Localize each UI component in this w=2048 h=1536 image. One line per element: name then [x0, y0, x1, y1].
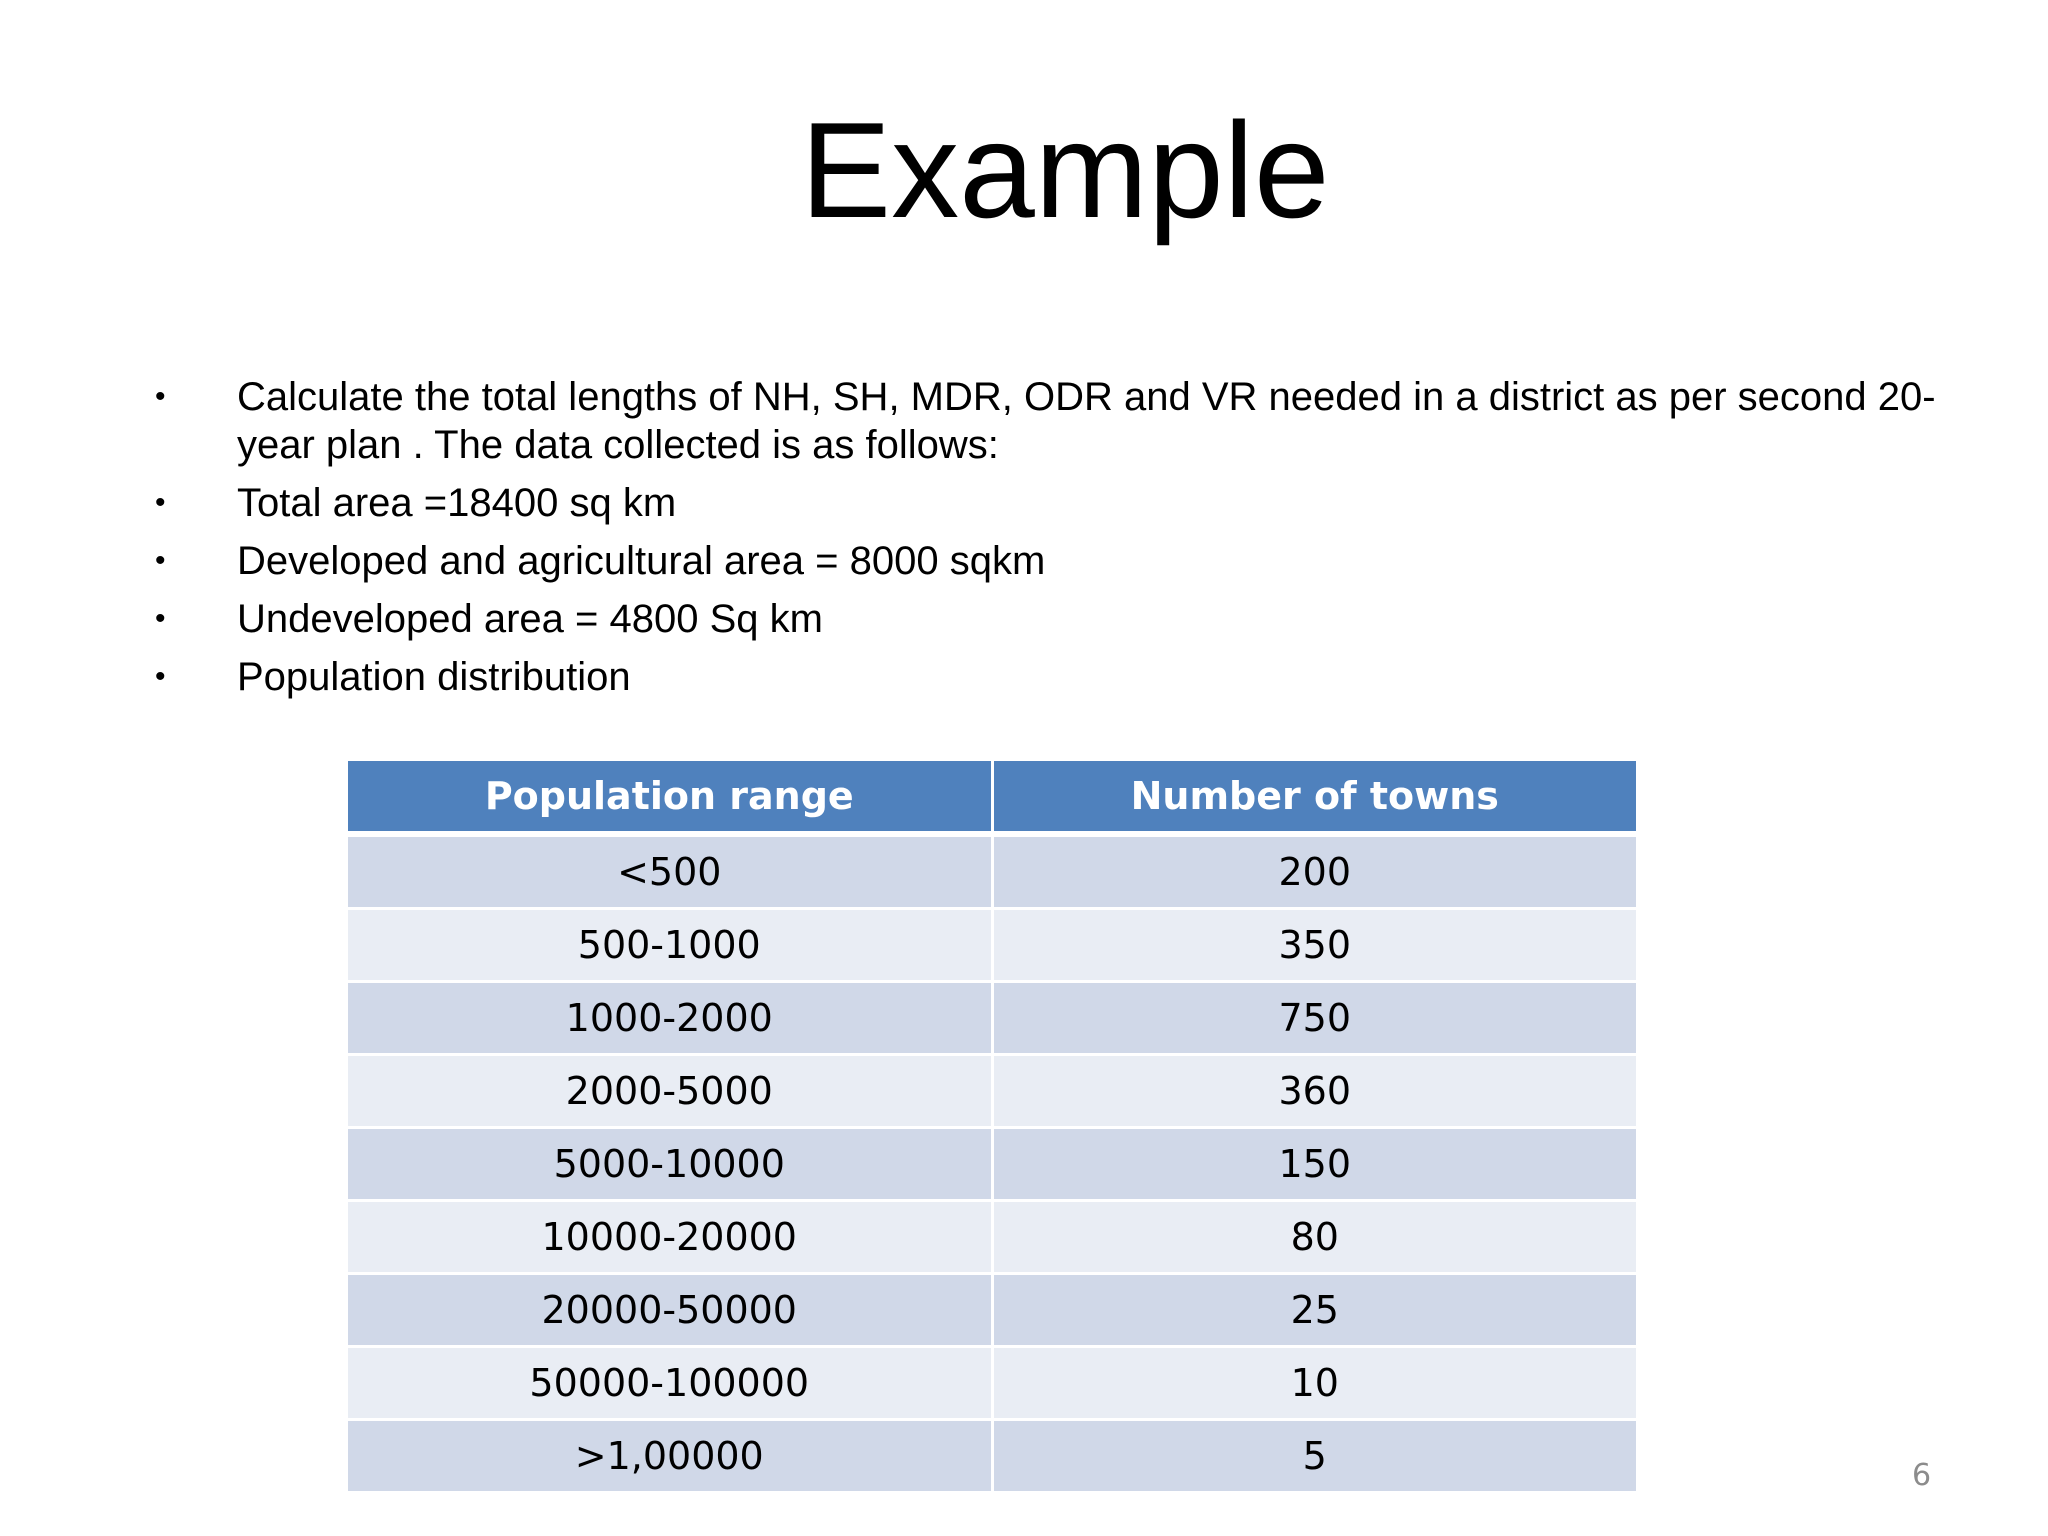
table-row: [347, 1347, 1638, 1420]
population-range-cell: 5000-10000: [347, 1128, 993, 1201]
page-number: 6: [1912, 1458, 1932, 1493]
number-of-towns-cell: 80: [992, 1201, 1638, 1274]
number-of-towns-cell: 5: [992, 1420, 1638, 1493]
bullet-item-population: [155, 653, 1955, 701]
bullet-text: Total area =18400 sq km: [237, 481, 677, 525]
population-range-cell: 1000-2000: [347, 982, 993, 1055]
population-range-cell: <500: [347, 834, 993, 909]
population-range-cell: 2000-5000: [347, 1055, 993, 1128]
bullet-icon: •: [155, 486, 166, 519]
bullet-list: [155, 373, 1955, 711]
table-row: [347, 834, 1638, 909]
table-header-row: [347, 760, 1638, 835]
number-of-towns-cell: 10: [992, 1347, 1638, 1420]
bullet-icon: •: [155, 602, 166, 635]
table-row: [347, 1055, 1638, 1128]
table-row: [347, 1128, 1638, 1201]
bullet-text: Undeveloped area = 4800 Sq km: [237, 597, 823, 641]
table-row: [347, 1274, 1638, 1347]
population-range-cell: 10000-20000: [347, 1201, 993, 1274]
bullet-item-task: [155, 373, 1955, 469]
number-of-towns-cell: 25: [992, 1274, 1638, 1347]
number-of-towns-cell: 200: [992, 834, 1638, 909]
table-row: [347, 1201, 1638, 1274]
bullet-item-developed-area: [155, 537, 1955, 585]
bullet-icon: •: [155, 660, 166, 693]
number-of-towns-cell: 150: [992, 1128, 1638, 1201]
table-row: [347, 982, 1638, 1055]
header-population-range: Population range: [347, 760, 993, 835]
bullet-text: Population distribution: [237, 655, 631, 699]
number-of-towns-cell: 750: [992, 982, 1638, 1055]
population-range-cell: >1,00000: [347, 1420, 993, 1493]
population-range-cell: 50000-100000: [347, 1347, 993, 1420]
table-row: [347, 909, 1638, 982]
bullet-text: Calculate the total lengths of NH, SH, MDR, ODR and VR needed in a district as per second 20-year plan . The data collected is as follows:: [237, 375, 1936, 467]
slide-title: Example: [800, 94, 1330, 246]
bullet-item-undeveloped-area: [155, 595, 1955, 643]
bullet-icon: •: [155, 544, 166, 577]
population-range-cell: 20000-50000: [347, 1274, 993, 1347]
bullet-item-total-area: [155, 479, 1955, 527]
bullet-icon: •: [155, 380, 166, 413]
number-of-towns-cell: 350: [992, 909, 1638, 982]
number-of-towns-cell: 360: [992, 1055, 1638, 1128]
table-row: [347, 1420, 1638, 1493]
header-number-of-towns: Number of towns: [992, 760, 1638, 835]
bullet-text: Developed and agricultural area = 8000 sqkm: [237, 539, 1046, 583]
population-table: [345, 758, 1639, 1494]
population-range-cell: 500-1000: [347, 909, 993, 982]
